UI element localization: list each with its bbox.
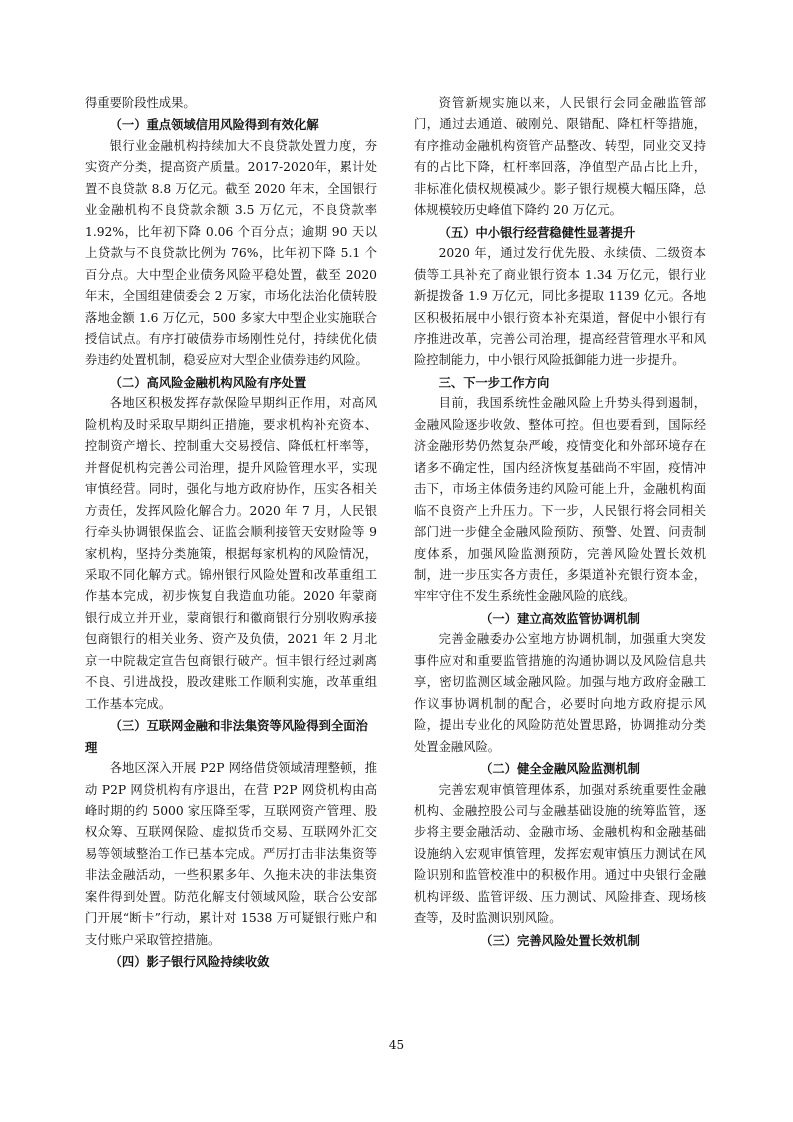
- section-heading: （三）完善风险处置长效机制: [480, 932, 640, 948]
- paragraph: 各地区深入开展 P2P 网络借贷领域清理整顿，推动 P2P 网贷机构有序退出，在营 P2P 网贷机构由高峰时期的约 5000 家压降至零，互联网资产管理、股权众筹、互联网保险、虚拟货币交易、互联网外汇交易等领域整治工作已基本完成。严厉打击非法集资等非法金融活动，一些积累多年、久拖未决的非法集资案件得到处置。防范化解支付领域风险，联合公安部门开展“断卡”行动，累计对 1538 万可疑银行账户和支付账户采取管控措施。: [85, 761, 377, 947]
- paragraph: 银行业金融机构持续加大不良贷款处置力度，夯实资产分类，提高资产质量。2017-2020年，累计处置不良贷款 8.8 万亿元。截至 2020 年末，全国银行业金融机构不良贷款余额 3.5 万亿元，不良贷款率 1.92%，比年初下降 0.06 个百分点；逾期 90 天以上贷款与不良贷款比例为 76%，比年初下降 5.1 个百分点。大中型企业债务风险平稳处置，截至 2020 年末，全国组建债委会 2 万家，市场化法治化债转股落地金额 1.6 万亿元，500 多家大中型企业实施联合授信试点。有序打破债券市场刚性兑付，持续优化债券违约处置机制，稳妥应对大型企业债券违约风险。: [85, 138, 377, 368]
- section-heading: 三、下一步工作方向: [438, 374, 550, 390]
- paragraph: 各地区积极发挥存款保险早期纠正作用，对高风险机构及时采取早期纠正措施，要求机构补充资本、控制资产增长、控制重大交易授信、降低杠杆率等，并督促机构完善公司治理，提升风险管理水平，实现审慎经营。同时，强化与地方政府协作，压实各相关方责任，发挥风险化解合力。2020 年 7 月，人民银行牵头协调银保监会、证监会顺利接管天安财险等 9 家机构，坚持分类施策，根据每家机构的风险情况，采取不同化解方式。锦州银行风险处置和改革重组工作基本完成，初步恢复自我造血功能。2020 年蒙商银行成立并开业，蒙商银行和徽商银行分别收购承接包商银行的相关业务、资产及负债，2021 年 2 月北京一中院裁定宣告包商银行破产。恒丰银行经过剥离不良、引进战投，股改建账工作顺利实施，改革重组工作基本完成。: [85, 396, 377, 711]
- paragraph: 得重要阶段性成果。: [85, 96, 196, 110]
- section-heading: （三）互联网金融和非法集资等风险得到全面治理: [85, 718, 368, 755]
- paragraph: 完善金融委办公室地方协调机制，加强重大突发事件应对和重要监管措施的沟通协调以及风险信息共享，密切监测区域金融风险。加强与地方政府金融工作议事协调机制的配合，必要时向地方政府提示风险，提出专业化的风险防范处置思路，协调推动分类处置金融风险。: [414, 632, 706, 754]
- right-column: [414, 93, 706, 951]
- section-heading: （一）重点领域信用风险得到有效化解: [109, 117, 319, 133]
- page-number: 45: [388, 1038, 405, 1052]
- section-heading: （五）中小银行经营稳健性显著提升: [438, 224, 636, 240]
- section-heading: （二）健全金融风险监测机制: [480, 761, 640, 777]
- paragraph: 2020 年，通过发行优先股、永续债、二级资本债等工具补充了商业银行资本 1.34 万亿元，银行业新提拨备 1.9 万亿元，同比多提取 1139 亿元。各地区积极拓展中小银行资本补充渠道，督促中小银行有序推进改革，完善公司治理，提高经营管理水平和风险控制能力，中小银行风险抵御能力进一步提升。: [414, 246, 706, 368]
- left-column: [85, 93, 377, 973]
- paragraph: 完善宏观审慎管理体系，加强对系统重要性金融机构、金融控股公司与金融基础设施的统筹监管，逐步将主要金融活动、金融市场、金融机构和金融基础设施纳入宏观审慎管理，发挥宏观审慎压力测试在风险识别和监管校准中的积极作用。通过中央银行金融机构评级、监管评级、压力测试、风险排查、现场核查等，及时监测识别风险。: [414, 782, 706, 926]
- section-heading: （二）高风险金融机构风险有序处置: [109, 374, 307, 390]
- paragraph: 目前，我国系统性金融风险上升势头得到遏制，金融风险逐步收敛、整体可控。但也要看到，国际经济金融形势仍然复杂严峻，疫情变化和外部环境存在诸多不确定性，国内经济恢复基础尚不牢固，疫情冲击下，市场主体债务违约风险可能上升，金融机构面临不良资产上升压力。下一步，人民银行将会同相关部门进一步健全金融风险预防、预警、处置、问责制度体系，加强风险监测预防，完善风险处置长效机制，进一步压实各方责任，多渠道补充银行资本金，牢牢守住不发生系统性金融风险的底线。: [414, 396, 706, 604]
- section-heading: （四）影子银行风险持续收敛: [109, 954, 270, 970]
- section-heading: （一）建立高效监管协调机制: [480, 610, 640, 626]
- paragraph: 资管新规实施以来，人民银行会同金融监管部门，通过去通道、破刚兑、限错配、降杠杆等措施，有序推动金融机构资管产品整改、转型，同业交叉持有的占比下降，杠杆率回落，净值型产品占比上升，非标准化债权规模减少。影子银行规模大幅压降，总体规模较历史峰值下降约 20 万亿元。: [414, 96, 706, 218]
